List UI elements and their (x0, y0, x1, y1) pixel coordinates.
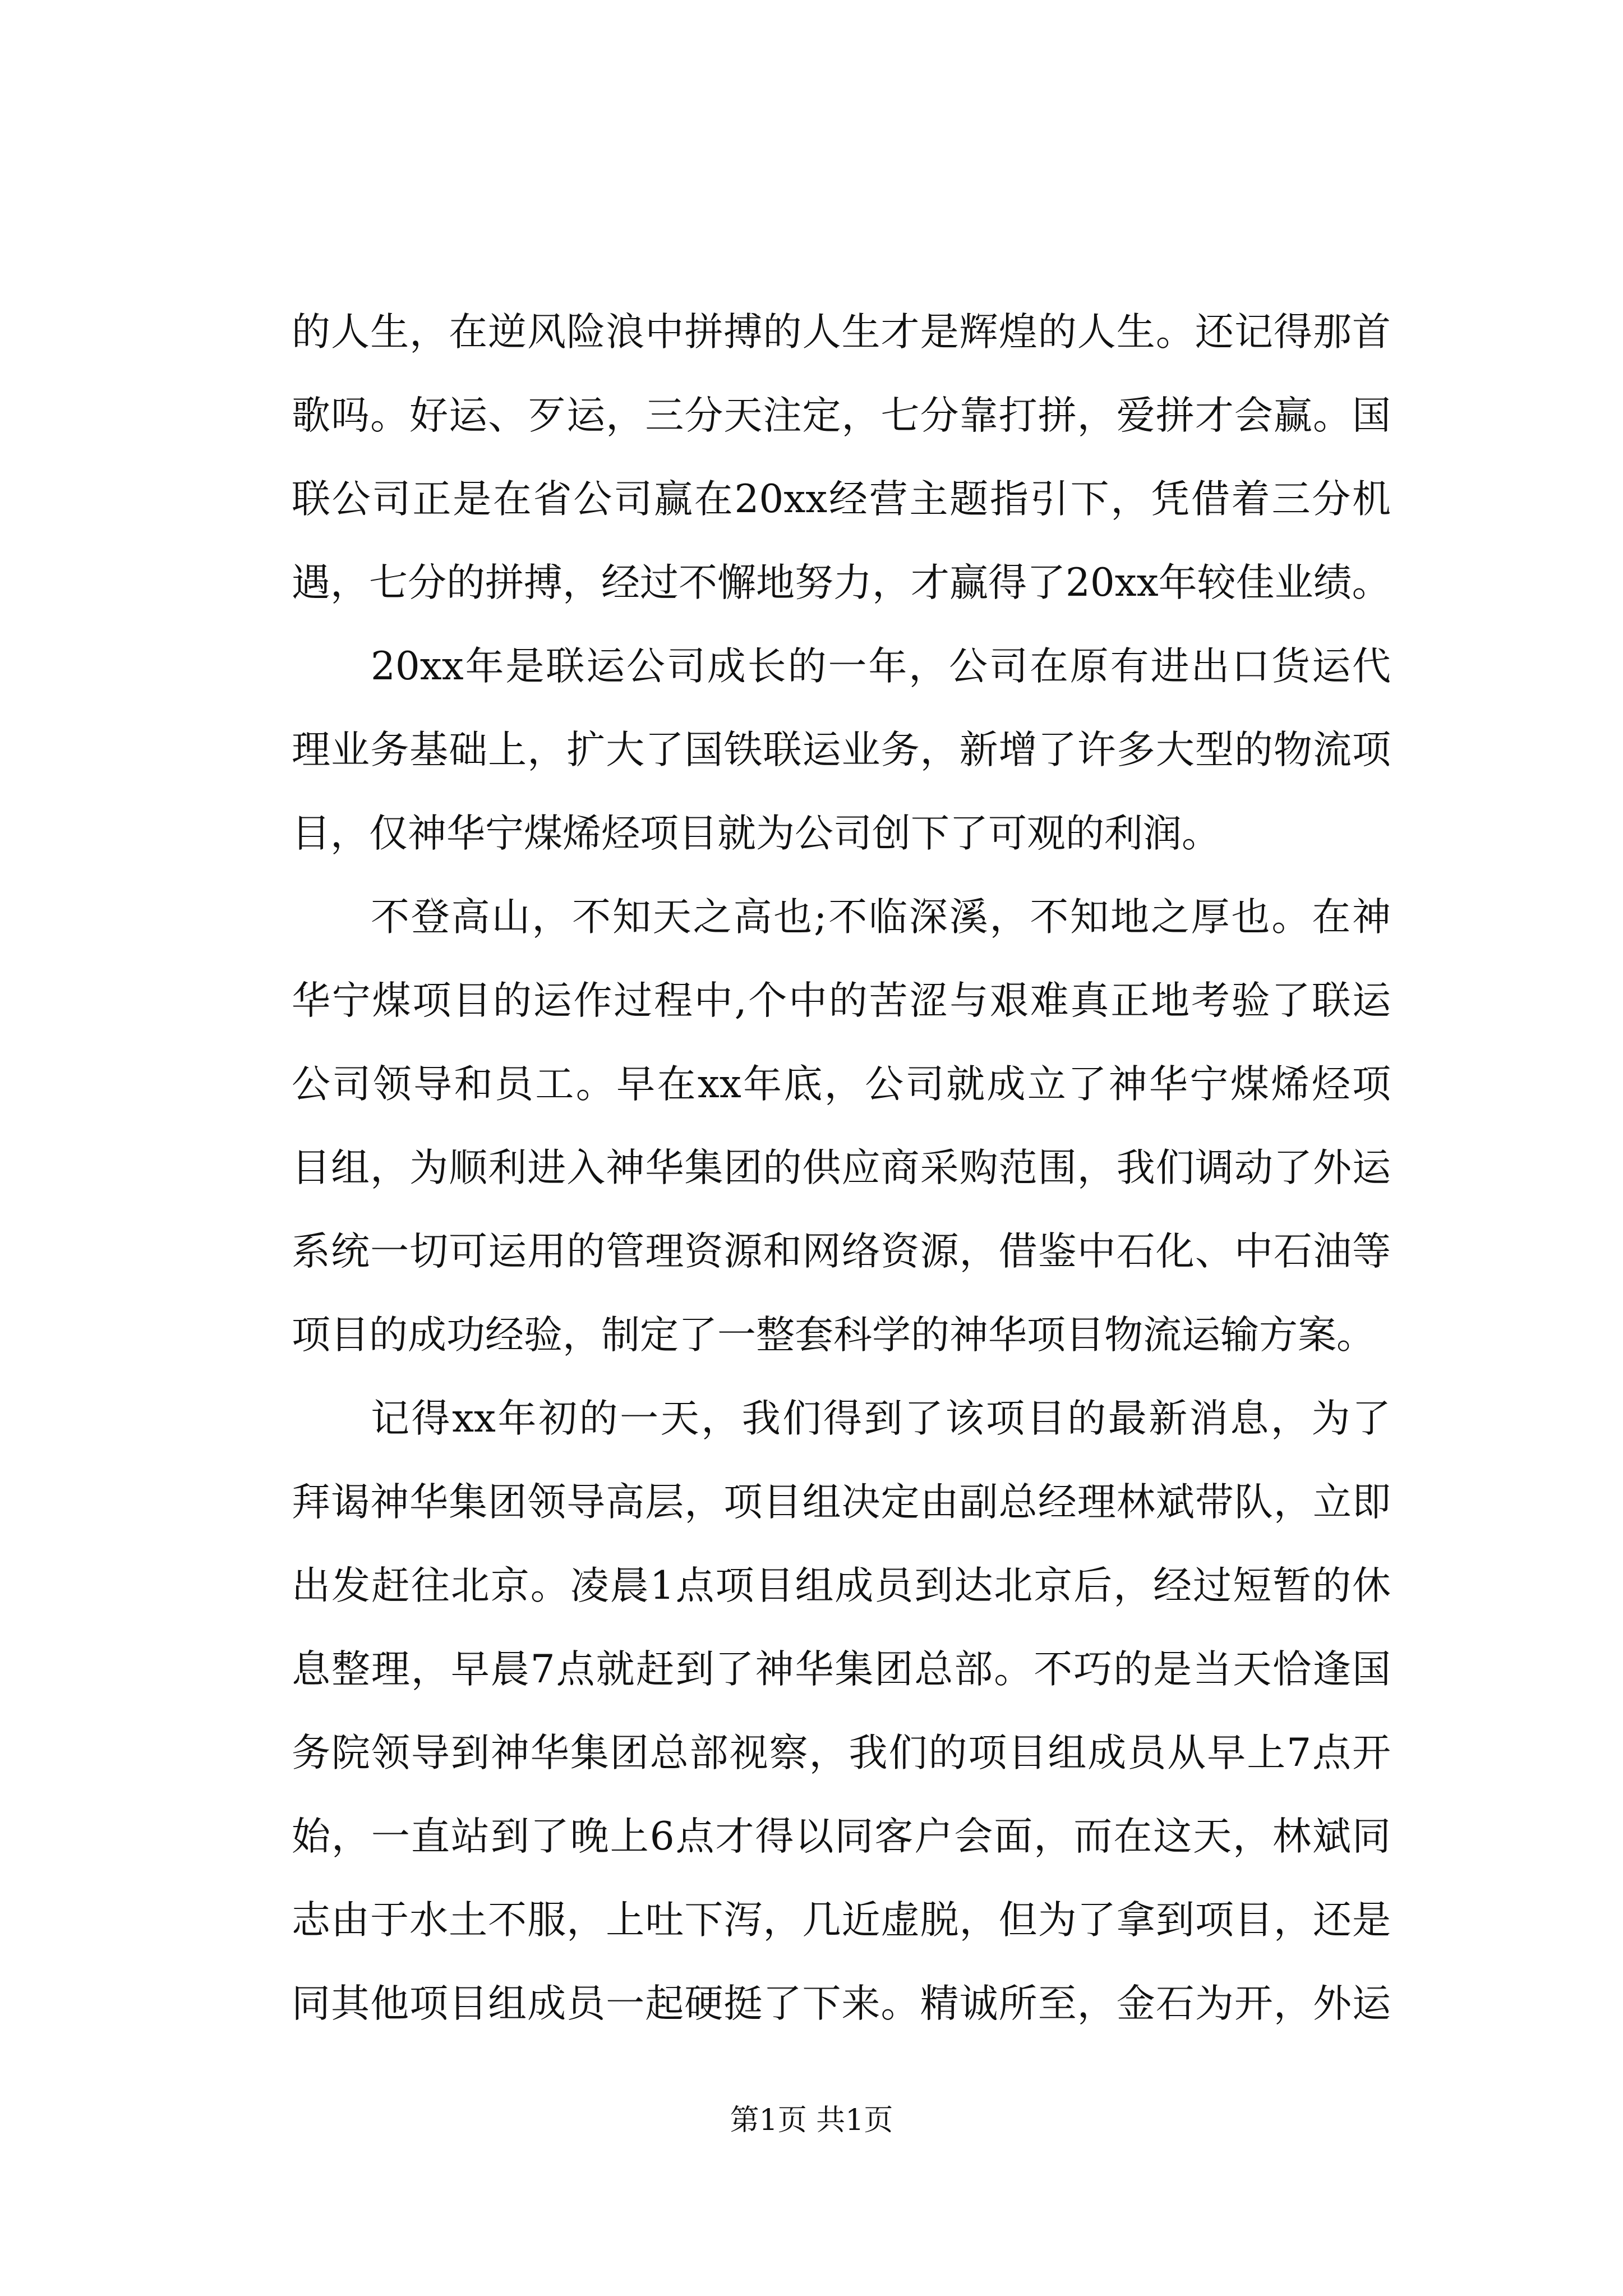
text-line: 歌吗。好运、歹运，三分天注定，七分靠打拼，爱拼才会赢。国 (292, 393, 1391, 438)
text-line: 理业务基础上，扩大了国铁联运业务，新增了许多大型的物流项 (292, 728, 1391, 772)
text-line: 项目的成功经验，制定了一整套科学的神华项目物流运输方案。 (292, 1313, 1375, 1358)
document-body (292, 291, 1391, 2046)
text-line: 务院领导到神华集团总部视察，我们的项目组成员从早上7点开 (292, 1731, 1391, 1775)
text-line: 志由于水土不服，上吐下泻，几近虚脱，但为了拿到项目，还是 (292, 1898, 1391, 1943)
paragraph-first-line: 20xx年是联运公司成长的一年，公司在原有进出口货运代 (371, 644, 1391, 689)
paragraph-first-line: 记得xx年初的一天，我们得到了该项目的最新消息，为了 (371, 1396, 1391, 1441)
text-line: 拜谒神华集团领导高层，项目组决定由副总经理林斌带队，立即 (292, 1480, 1391, 1525)
text-line: 遇，七分的拼搏，经过不懈地努力，才赢得了20xx年较佳业绩。 (292, 560, 1391, 605)
page-footer: 第1页 共1页 (730, 2104, 893, 2137)
text-line: 公司领导和员工。早在xx年底，公司就成立了神华宁煤烯烃项 (292, 1062, 1391, 1107)
text-line: 息整理，早晨7点就赶到了神华集团总部。不巧的是当天恰逢国 (292, 1647, 1391, 1692)
text-line: 目组，为顺利进入神华集团的供应商采购范围，我们调动了外运 (292, 1145, 1391, 1190)
text-line: 的人生，在逆风险浪中拼搏的人生才是辉煌的人生。还记得那首 (292, 310, 1391, 355)
text-line: 同其他项目组成员一起硬挺了下来。精诚所至，金石为开，外运 (292, 1981, 1391, 2026)
text-line: 联公司正是在省公司赢在20xx经营主题指引下，凭借着三分机 (292, 477, 1391, 522)
text-line: 系统一切可运用的管理资源和网络资源，借鉴中石化、中石油等 (292, 1229, 1391, 1274)
text-line: 目，仅神华宁煤烯烃项目就为公司创下了可观的利润。 (292, 811, 1220, 856)
text-line: 始，一直站到了晚上6点才得以同客户会面，而在这天，林斌同 (292, 1814, 1391, 1859)
text-line: 出发赶往北京。凌晨1点项目组成员到达北京后，经过短暂的休 (292, 1563, 1391, 1608)
text-line: 华宁煤项目的运作过程中,个中的苦涩与艰难真正地考验了联运 (292, 978, 1391, 1023)
paragraph-first-line: 不登高山，不知天之高也;不临深溪，不知地之厚也。在神 (371, 895, 1391, 940)
